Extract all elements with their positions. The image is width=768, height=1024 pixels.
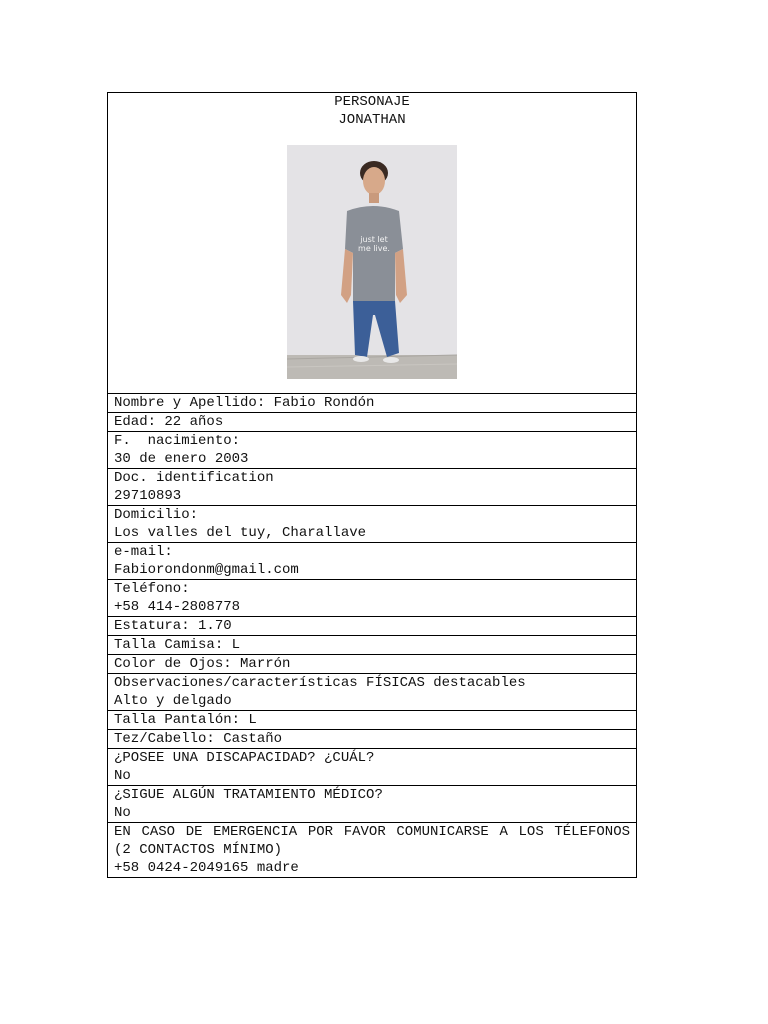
nacimiento-label: [114, 432, 630, 450]
row-observaciones: [108, 674, 637, 711]
telefono-cell: [108, 580, 637, 617]
observaciones-label: Observaciones/características FÍSICAS destacables: [114, 675, 526, 691]
emergencia-label: EN CASO DE EMERGENCIA POR FAVOR COMUNICARSE A LOS TÉLEFONOS (2 CONTACTOS MÍNIMO): [114, 824, 630, 858]
discapacidad-cell: [108, 749, 637, 786]
emergencia-value: +58 0424-2049165 madre: [114, 860, 299, 876]
emergencia-cell: [108, 823, 637, 878]
row-domicilio: [108, 506, 637, 543]
estatura-cell: Estatura: 1.70: [108, 617, 637, 636]
row-ojos: [108, 655, 637, 674]
row-nacimiento: [108, 432, 637, 469]
nacimiento-cell: [108, 432, 637, 469]
row-emergencia: [108, 823, 637, 878]
row-pantalon: [108, 711, 637, 730]
discapacidad-label: ¿POSEE UNA DISCAPACIDAD? ¿CUÁL?: [114, 750, 375, 766]
row-estatura: [108, 617, 637, 636]
tez-cell: Tez/Cabello: Castaño: [108, 730, 637, 749]
row-tratamiento: [108, 786, 637, 823]
header-character-name: JONATHAN: [338, 112, 406, 128]
row-email: [108, 543, 637, 580]
telefono-label: Teléfono:: [114, 581, 190, 597]
domicilio-cell: [108, 506, 637, 543]
nombre-cell: Nombre y Apellido: Fabio Rondón: [108, 394, 637, 413]
tratamiento-value: No: [114, 805, 131, 821]
shirt-text-2: me live.: [358, 244, 390, 253]
row-telefono: [108, 580, 637, 617]
nacimiento-value: 30 de enero 2003: [114, 451, 249, 467]
camisa-cell: Talla Camisa: L: [108, 636, 637, 655]
edad-cell: Edad: 22 años: [108, 413, 637, 432]
tratamiento-label: ¿SIGUE ALGÚN TRATAMIENTO MÉDICO?: [114, 787, 383, 803]
documento-label: Doc. identification: [114, 470, 274, 486]
email-cell: [108, 543, 637, 580]
email-value: Fabiorondonm@gmail.com: [114, 562, 299, 578]
domicilio-label: Domicilio:: [114, 507, 199, 523]
nacimiento-label-b: nacimiento:: [147, 433, 241, 449]
row-documento: [108, 469, 637, 506]
header-title: PERSONAJE: [334, 94, 410, 110]
observaciones-cell: [108, 674, 637, 711]
domicilio-value: Los valles del tuy, Charallave: [114, 525, 367, 541]
documento-cell: [108, 469, 637, 506]
documento-value: 29710893: [114, 488, 182, 504]
row-discapacidad: [108, 749, 637, 786]
email-label: e-mail:: [114, 544, 173, 560]
profile-table: [107, 92, 637, 878]
telefono-value: +58 414-2808778: [114, 599, 241, 615]
row-tez: [108, 730, 637, 749]
header-cell: [108, 93, 637, 394]
header-row: [108, 93, 637, 394]
person-photo-icon: [287, 145, 457, 379]
row-camisa: [108, 636, 637, 655]
observaciones-value: Alto y delgado: [114, 693, 232, 709]
ojos-cell: Color de Ojos: Marrón: [108, 655, 637, 674]
nacimiento-label-a: F.: [114, 433, 131, 449]
row-nombre: [108, 394, 637, 413]
shirt-text-1: just let: [360, 235, 388, 244]
discapacidad-value: No: [114, 768, 131, 784]
pantalon-cell: Talla Pantalón: L: [108, 711, 637, 730]
person-photo: [287, 145, 457, 379]
row-edad: [108, 413, 637, 432]
tratamiento-cell: [108, 786, 637, 823]
